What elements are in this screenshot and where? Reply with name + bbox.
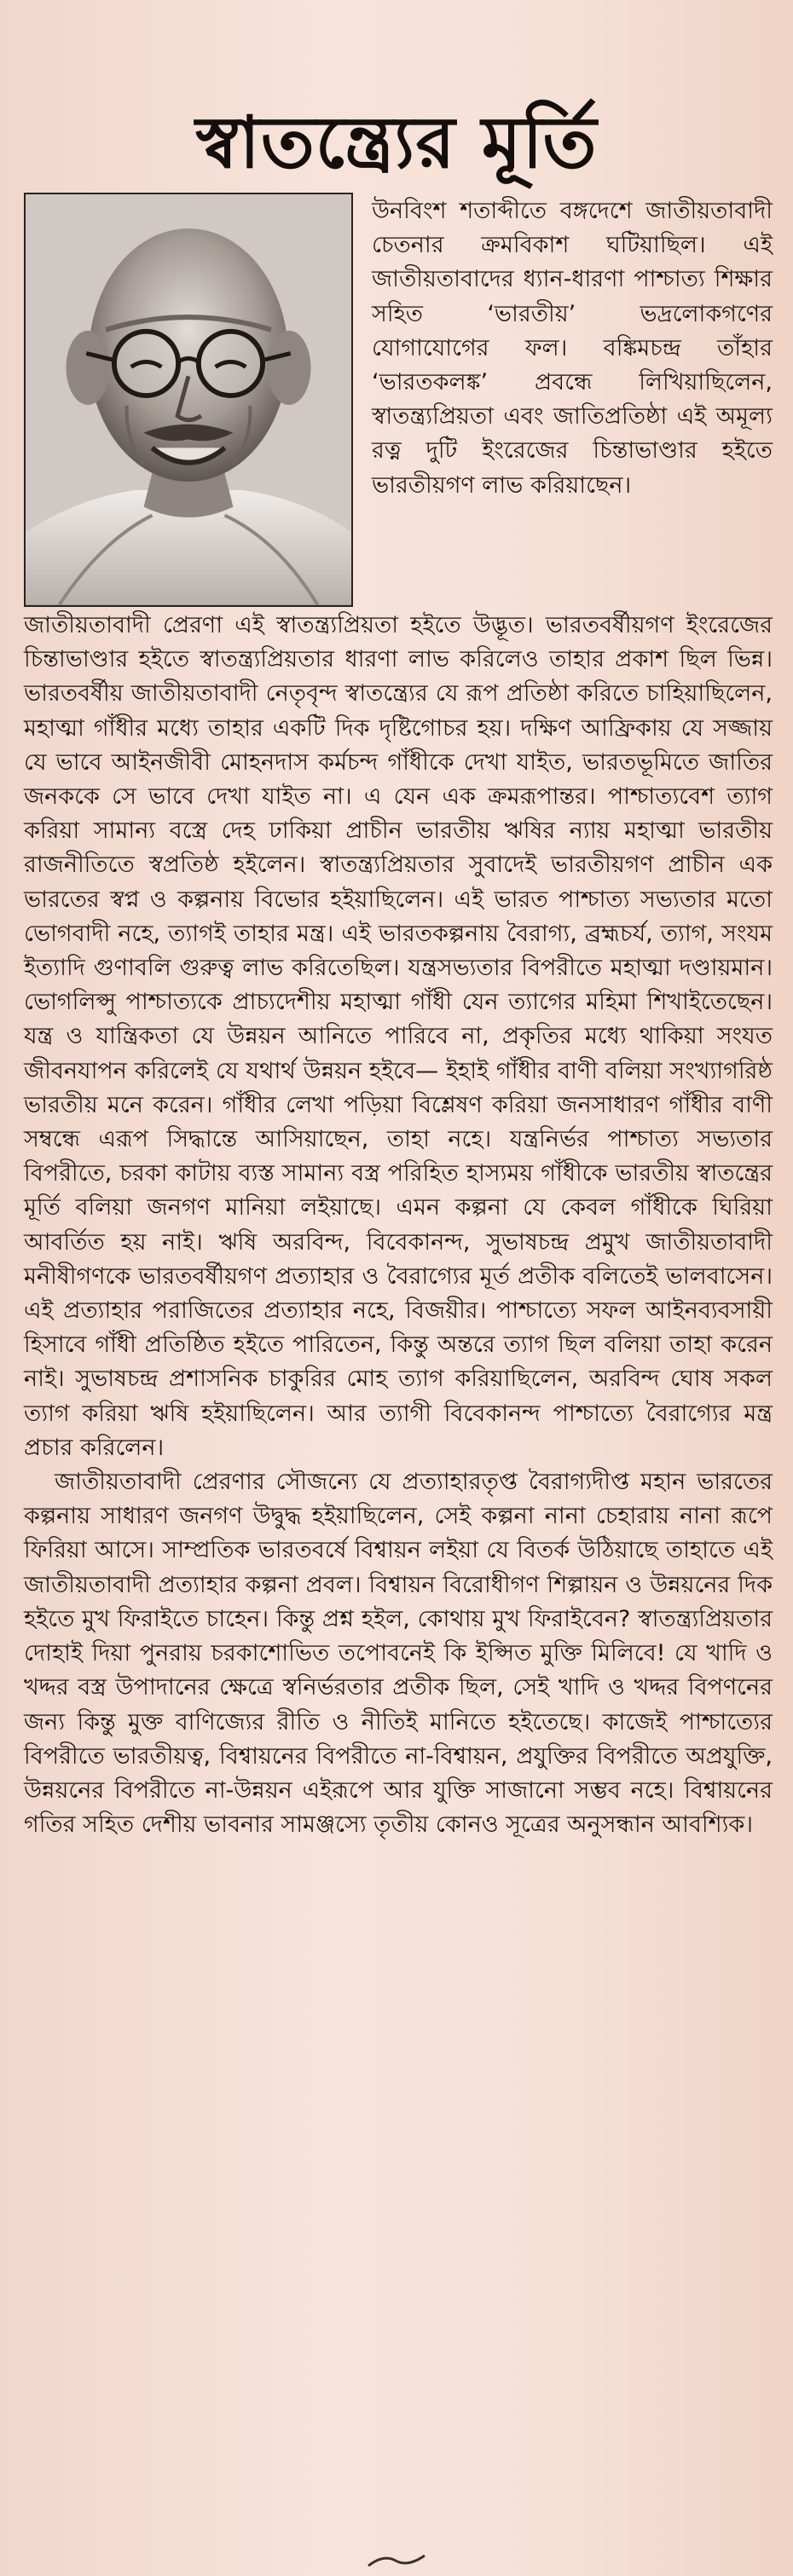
intro-paragraph: উনবিংশ শতাব্দীতে বঙ্গদেশে জাতীয়তাবাদী চেতনার ক্রমবিকাশ ঘটিয়াছিল। এই জাতীয়তাবাদের ধ্যান-ধারণা পাশ্চাত্য শিক্ষার সহিত ‘ভারতীয়’ ভদ্রলোকগণের যোগাযোগের ফল। বঙ্কিমচন্দ্র তাঁহার ‘ভারতকলঙ্ক’ প্রবন্ধে লিখিয়াছিলেন, স্বাতন্ত্র্যপ্রিয়তা এবং জাতিপ্রতিষ্ঠা এই অমূল্য রত্ন দুটি ইংরেজের চিন্তাভাণ্ডার হইতে ভারতীয়গণ লাভ করিয়াছেন। [372, 198, 773, 499]
article-paragraph-2: জাতীয়তাবাদী প্রেরণার সৌজন্যে যে প্রত্যাহারতৃপ্ত বৈরাগ্যদীপ্ত মহান ভারতের কল্পনায় সাধারণ জনগণ উদ্বুদ্ধ হইয়াছিলেন, সেই কল্পনা নানা চেহারায় নানা রূপে ফিরিয়া আসে। সাম্প্রতিক ভারতবর্ষে বিশ্বায়ন লইয়া যে বিতর্ক উঠিয়াছে তাহাতে এই জাতীয়তাবাদী প্রত্যাহার কল্পনা প্রবল। বিশ্বায়ন বিরোধীগণ শিল্পায়ন ও উন্নয়নের দিক হইতে মুখ ফিরাইতে চাহেন। কিন্তু প্রশ্ন হইল, কোথায় মুখ ফিরাইবেন? স্বাতন্ত্র্যপ্রিয়তার দোহাই দিয়া পুনরায় চরকাশোভিত তপোবনেই কি ইপ্সিত মুক্তি মিলিবে! যে খাদি ও খদ্দর বস্ত্র উপাদানের ক্ষেত্রে স্বনির্ভরতার প্রতীক ছিল, সেই খাদি ও খদ্দর বিপণনের জন্য কিন্তু মুক্ত বাণিজ্যের রীতি ও নীতিই মানিতে হইতেছে। কাজেই পাশ্চাত্যের বিপরীতে ভারতীয়ত্ব, বিশ্বায়নের বিপরীতে না-বিশ্বায়ন, প্রযুক্তির বিপরীতে অপ্রযুক্তি, উন্নয়নের বিপরীতে না-উন্নয়ন এইরূপে আর যুক্তি সাজানো সম্ভব নহে। বিশ্বায়নের গতির সহিত দেশীয় ভাবনার সামঞ্জস্যে তৃতীয় কোনও সূত্রের অনুসন্ধান আবশ্যিক। [24, 1469, 773, 1839]
page-edge-mark-icon [367, 2550, 426, 2567]
intro-text [372, 194, 773, 503]
article-body [24, 609, 773, 1842]
article-title: স্বাতন্ত্র্যের মূর্তি [195, 100, 598, 185]
article-paragraph-1: জাতীয়তাবাদী প্রেরণা এই স্বাতন্ত্র্যপ্রিয়তা হইতে উদ্ভূত। ভারতবর্ষীয়গণ ইংরেজের চিন্তাভাণ্ডার হইতে স্বাতন্ত্র্যপ্রিয়তার ধারণা লাভ করিলেও তাহার প্রকাশ ছিল ভিন্ন। ভারতবর্ষীয় জাতীয়তাবাদী নেতৃবৃন্দ স্বাতন্ত্র্যের যে রূপ প্রতিষ্ঠা করিতে চাহিয়াছিলেন, মহাত্মা গাঁধীর মধ্যে তাহার একটি দিক দৃষ্টিগোচর হয়। দক্ষিণ আফ্রিকায় যে সজ্জায় যে ভাবে আইনজীবী মোহনদাস কর্মচন্দ গাঁধীকে দেখা যাইত, ভারতভূমিতে জাতির জনককে সে ভাবে দেখা যাইত না। এ যেন এক ক্রমরূপান্তর। পাশ্চাত্যবেশ ত্যাগ করিয়া সামান্য বস্ত্রে দেহ ঢাকিয়া প্রাচীন ভারতীয় ঋষির ন্যায় মহাত্মা ভারতীয় রাজনীতিতে স্বপ্রতিষ্ঠ হইলেন। স্বাতন্ত্র্যপ্রিয়তার সুবাদেই ভারতীয়গণ প্রাচীন এক ভারতের স্বপ্ন ও কল্পনায় বিভোর হইয়াছিলেন। এই ভারত পাশ্চাত্য সভ্যতার মতো ভোগবাদী নহে, ত্যাগই তাহার মন্ত্র। এই ভারতকল্পনায় বৈরাগ্য, ব্রহ্মচর্য, ত্যাগ, সংযম ইত্যাদি গুণাবলি গুরুত্ব লাভ করিতেছিল। যন্ত্রসভ্যতার বিপরীতে মহাত্মা দণ্ডায়মান। ভোগলিপ্সু পাশ্চাত্যকে প্রাচ্যদেশীয় মহাত্মা গাঁধী যেন ত্যাগের মহিমা শিখাইতেছেন। যন্ত্র ও যান্ত্রিকতা যে উন্নয়ন আনিতে পারিবে না, প্রকৃতির মধ্যে থাকিয়া সংযত জীবনযাপন করিলেই যে যথার্থ উন্নয়ন হইবে— ইহাই গাঁধীর বাণী বলিয়া সংখ্যাগরিষ্ঠ ভারতীয় মনে করেন। গাঁধীর লেখা পড়িয়া বিশ্লেষণ করিয়া জনসাধারণ গাঁধীর বাণী সম্বন্ধে এরূপ সিদ্ধান্তে আসিয়াছেন, তাহা নহে। যন্ত্রনির্ভর পাশ্চাত্য সভ্যতার বিপরীতে, চরকা কাটায় ব্যস্ত সামান্য বস্ত্র পরিহিত হাস্যময় গাঁধীকে ভারতীয় স্বাতন্ত্রের মূর্তি বলিয়া জনগণ মানিয়া লইয়াছে। এমন কল্পনা যে কেবল গাঁধীকে ঘিরিয়া আবর্তিত হয় নাই। ঋষি অরবিন্দ, বিবেকানন্দ, সুভাষচন্দ্র প্রমুখ জাতীয়তাবাদী মনীষীগণকে ভারতবর্ষীয়গণ প্রত্যাহার ও বৈরাগ্যের মূর্ত প্রতীক বলিতেই ভালবাসেন। এই প্রত্যাহার পরাজিতের প্রত্যাহার নহে, বিজয়ীর। পাশ্চাত্যে সফল আইনব্যবসায়ী হিসাবে গাঁধী প্রতিষ্ঠিত হইতে পারিতেন, কিন্তু অন্তরে ত্যাগ ছিল বলিয়া তাহা করেন নাই। সুভাষচন্দ্র প্রশাসনিক চাকুরির মোহ ত্যাগ করিয়াছিলেন, অরবিন্দ ঘোষ সকল ত্যাগ করিয়া ঋষি হইয়াছিলেন। আর ত্যাগী বিবেকানন্দ পাশ্চাত্যে বৈরাগ্যের মন্ত্র প্রচার করিলেন। [24, 612, 773, 1461]
gandhi-portrait-icon [24, 193, 353, 607]
